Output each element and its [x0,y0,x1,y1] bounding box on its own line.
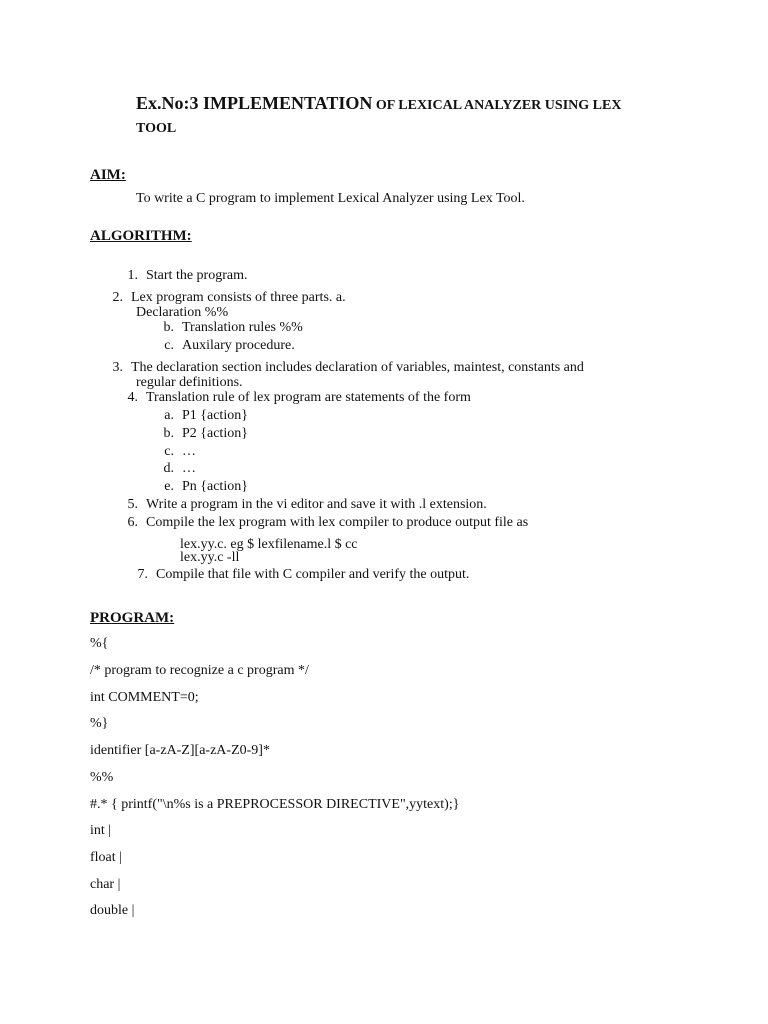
step-number: 1. [127,268,138,283]
program-line: %} [90,716,109,731]
step-number: 6. [127,515,138,530]
program-line: %% [90,770,114,785]
aim-heading: AIM: [90,167,126,183]
algorithm-step-3 [103,360,584,376]
step-number: 5. [127,497,138,512]
algorithm-step-2c [154,338,295,354]
algorithm-step-6-line2: lex.yy.c. eg $ lexfilename.l $ cc [180,537,358,552]
algorithm-step-4 [118,390,471,406]
sub-letter: d. [163,461,174,476]
algorithm-step-4c [154,444,196,460]
algorithm-step-6-line3: lex.yy.c -ll [180,550,240,565]
step-text: Lex program consists of three parts. a. [131,290,346,305]
algorithm-step-4a [154,408,248,424]
algorithm-step-1 [118,268,247,284]
sub-text: Auxilary procedure. [182,338,295,353]
program-heading: PROGRAM: [90,610,175,626]
sub-letter: b. [163,426,174,441]
sub-text: … [182,461,196,476]
sub-text: Pn {action} [182,479,248,494]
program-line: /* program to recognize a c program */ [90,663,309,678]
program-line: %{ [90,636,109,651]
step-text: Start the program. [146,268,248,283]
step-text: Write a program in the vi editor and save it with .l extension. [146,497,487,512]
sub-letter: a. [164,408,174,423]
program-line: int | [90,823,112,838]
document-title [136,93,621,114]
sub-text: … [182,444,196,459]
program-line: int COMMENT=0; [90,690,199,705]
program-line: char | [90,877,121,892]
step-text: Translation rule of lex program are statements of the form [146,390,471,405]
sub-letter: c. [164,444,174,459]
algorithm-step-2 [103,290,346,306]
title-prefix: Ex.No:3 IMPLEMENTATION [136,93,373,113]
algorithm-step-7 [128,567,469,583]
title-line2: TOOL [136,121,177,136]
step-text: The declaration section includes declaration of variables, maintest, constants and [131,360,584,375]
aim-text: To write a C program to implement Lexical Analyzer using Lex Tool. [136,191,525,206]
sub-letter: c. [164,338,174,353]
algorithm-step-2-line2: Declaration %% [136,305,229,320]
algorithm-step-4e [154,479,248,495]
step-number: 2. [112,290,123,305]
step-number: 4. [127,390,138,405]
algorithm-step-5 [118,497,487,513]
algorithm-step-2b [154,320,303,336]
algorithm-step-3-line2: regular definitions. [136,375,243,390]
sub-text: P2 {action} [182,426,248,441]
algorithm-step-6 [118,515,528,531]
program-line: identifier [a-zA-Z][a-zA-Z0-9]* [90,743,270,758]
sub-text: Translation rules %% [182,320,303,335]
sub-letter: b. [163,320,174,335]
title-rest: OF LEXICAL ANALYZER USING LEX [372,98,622,113]
step-text: Compile the lex program with lex compiler to produce output file as [146,515,529,530]
program-line: #.* { printf("\n%s is a PREPROCESSOR DIRECTIVE",yytext);} [90,797,460,812]
sub-letter: e. [164,479,174,494]
algorithm-step-4b [154,426,248,442]
step-number: 3. [112,360,123,375]
step-number: 7. [137,567,148,582]
sub-text: P1 {action} [182,408,248,423]
step-text: Compile that file with C compiler and verify the output. [156,567,470,582]
algorithm-heading: ALGORITHM: [90,228,192,244]
program-line: float | [90,850,122,865]
program-line: double | [90,903,135,918]
algorithm-step-4d [154,461,196,477]
